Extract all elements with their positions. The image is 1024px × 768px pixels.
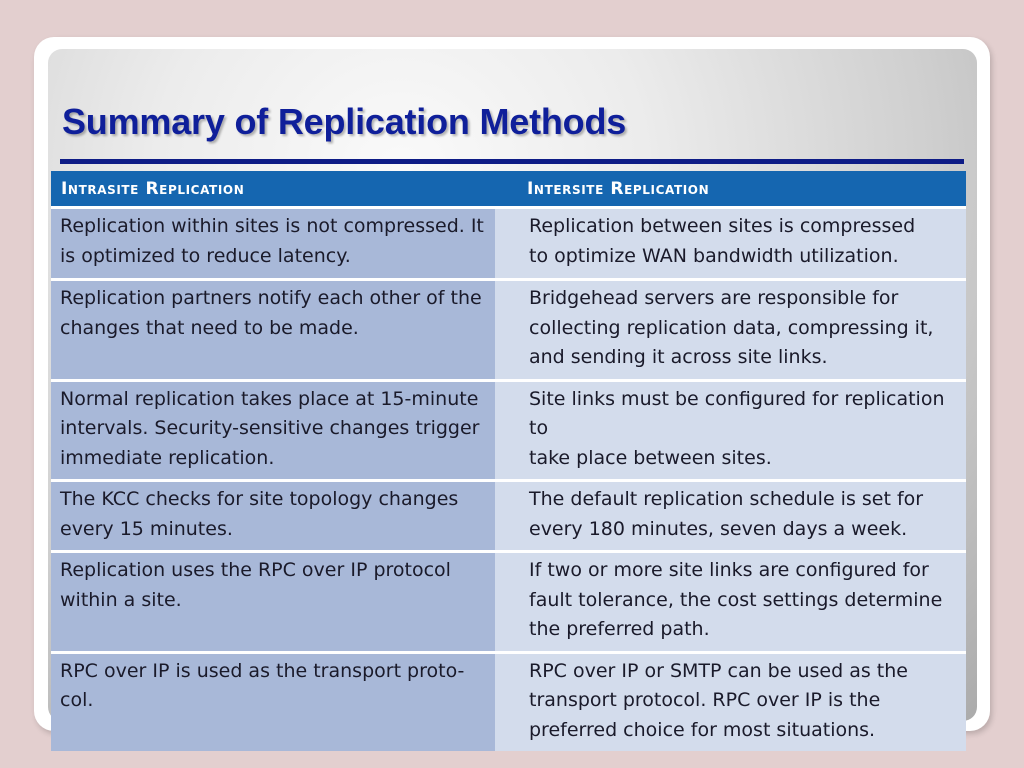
intersite-cell: Bridgehead servers are responsible for collecting replication data, compressing it, and sending it across site links. xyxy=(495,280,966,381)
intrasite-cell: Replication uses the RPC over IP protocol within a site. xyxy=(51,552,495,653)
table-row xyxy=(51,552,966,653)
slide-frame xyxy=(34,37,990,741)
table-header-row xyxy=(51,171,966,208)
table-row xyxy=(51,280,966,381)
table-row xyxy=(51,652,966,751)
header-intrasite-replication: Intrasite Replication xyxy=(51,171,495,208)
intrasite-cell: RPC over IP is used as the transport proto- col. xyxy=(51,652,495,751)
slide-title: Summary of Replication Methods xyxy=(62,101,627,142)
intersite-cell: RPC over IP or SMTP can be used as the transport protocol. RPC over IP is the preferred choice for most situations. xyxy=(495,652,966,751)
slide-canvas xyxy=(48,49,977,741)
replication-comparison-table xyxy=(51,171,966,751)
table-row xyxy=(51,481,966,552)
intrasite-cell: Normal replication takes place at 15-minute intervals. Security-sensitive changes trigger immediate replication. xyxy=(51,380,495,481)
header-intersite-replication: Intersite Replication xyxy=(495,171,966,208)
intersite-cell: The default replication schedule is set for every 180 minutes, seven days a week. xyxy=(495,481,966,552)
intersite-cell: Site links must be configured for replication to take place between sites. xyxy=(495,380,966,481)
intrasite-cell: The KCC checks for site topology changes every 15 minutes. xyxy=(51,481,495,552)
intersite-cell: If two or more site links are configured for fault tolerance, the cost settings determine the preferred path. xyxy=(495,552,966,653)
table-row xyxy=(51,208,966,280)
title-underline xyxy=(60,159,964,164)
intersite-cell: Replication between sites is compressed to optimize WAN bandwidth utilization. xyxy=(495,208,966,280)
intrasite-cell: Replication partners notify each other of the changes that need to be made. xyxy=(51,280,495,381)
intrasite-cell: Replication within sites is not compressed. It is optimized to reduce latency. xyxy=(51,208,495,280)
table-row xyxy=(51,380,966,481)
